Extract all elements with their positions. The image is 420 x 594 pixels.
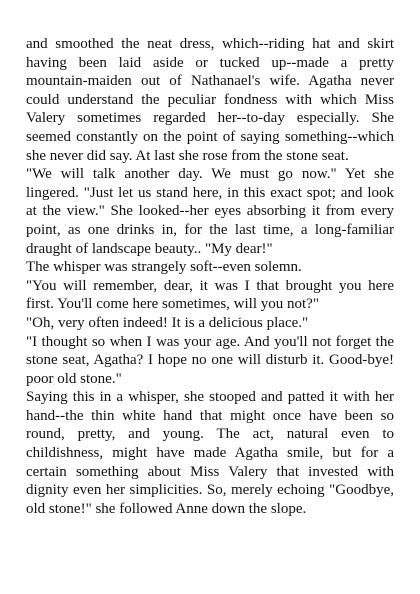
paragraph-3: The whisper was strangely soft--even solemn.: [26, 259, 302, 276]
paragraph-4: "You will remember, dear, it was I that brought you here first. You'll come here sometimes, will you not?": [26, 277, 394, 313]
paragraph-1: and smoothed the neat dress, which--riding hat and skirt having been laid aside or tucked up--made a pretty mountain-maiden out of Nathanael's wife. Agatha never could understand the peculiar fondness with which Miss Valery sometimes regarded her--to-day especially. She seemed constantly on the point of saying something--which she never did say. At last she rose from the stone seat.: [26, 36, 394, 164]
page-text: [26, 35, 394, 518]
paragraph-5: "Oh, very often indeed! It is a delicious place.": [26, 314, 309, 331]
paragraph-7: Saying this in a whisper, she stooped and patted it with her hand--the thin white hand that might once have been so round, pretty, and young. The act, natural even to childishness, might have made Agatha smile, but for a certain something about Miss Valery that invested with dignity even her simplicities. So, merely echoing "Goodbye, old stone!" she followed Anne down the slope.: [26, 389, 394, 517]
paragraph-2: "We will talk another day. We must go now." Yet she lingered. "Just let us stand here, in this exact spot; and look at the view." She looked--her eyes absorbing it from every point, as one drinks in, for the last time, a long-familiar draught of landscape beauty.. "My dear!": [26, 166, 394, 257]
paragraph-6: "I thought so when I was your age. And you'll not forget the stone seat, Agatha? I hope no one will disturb it. Good-bye! poor old stone.": [26, 333, 394, 387]
